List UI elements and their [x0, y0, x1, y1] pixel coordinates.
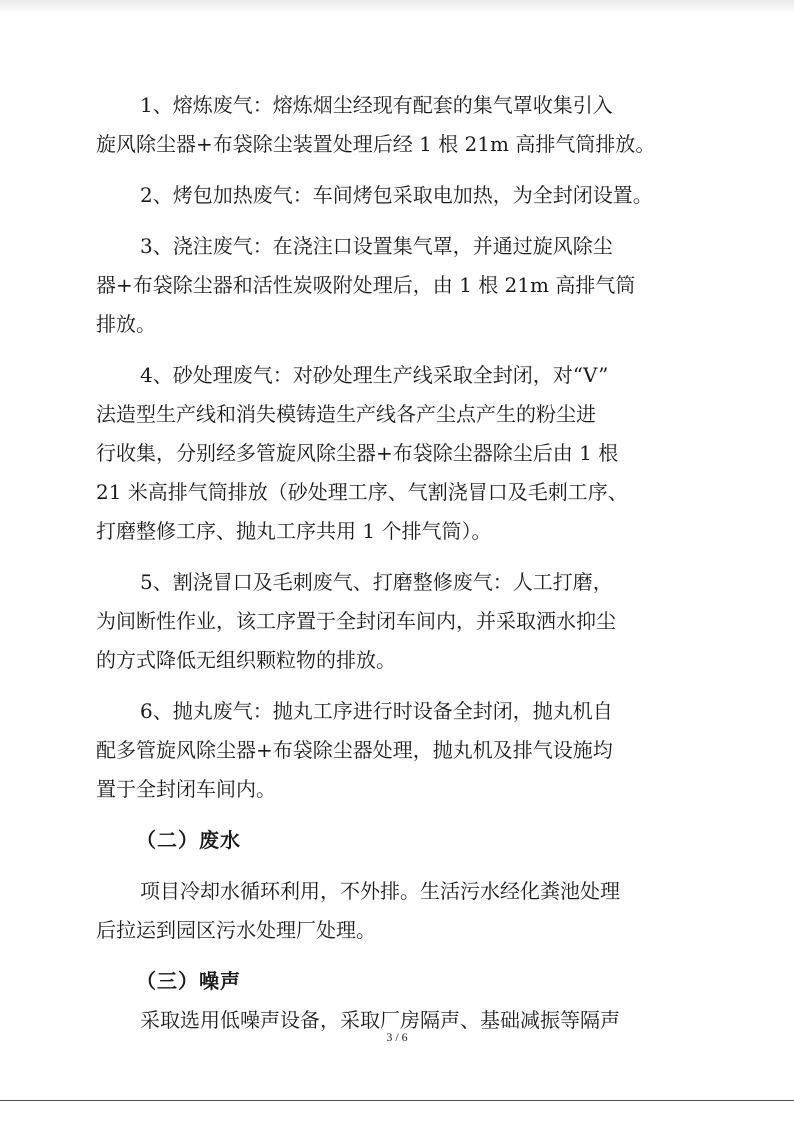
paragraph-ladle-heating-exhaust [96, 176, 658, 215]
document-page [96, 86, 658, 1040]
text-line: 2、烤包加热废气：车间烤包采取电加热，为全封闭设置。 [140, 183, 653, 207]
paragraph-shot-blasting-exhaust [96, 692, 658, 809]
paragraph-smelting-exhaust [96, 86, 658, 164]
text-line: 打磨整修工序、抛丸工序共用 1 个排气筒）。 [96, 519, 492, 543]
text-line: 采取选用低噪声设备，采取厂房隔声、基础减振等隔声 [140, 1008, 620, 1032]
text-line: 排放。 [96, 312, 156, 336]
text-line: 5、割浇冒口及毛刺废气、打磨整修废气：人工打磨， [140, 570, 613, 594]
text-line: 旋风除尘器+布袋除尘装置处理后经 1 根 21m 高排气筒排放。 [96, 132, 656, 156]
section-heading-noise: （三）噪声 [136, 969, 241, 993]
page-number: 3 / 6 [386, 1030, 408, 1044]
paragraph-wastewater [96, 872, 658, 950]
scan-bottom-edge [0, 1100, 794, 1101]
text-line: 4、砂处理废气：对砂处理生产线采取全封闭，对“V” [140, 363, 609, 387]
section-heading-wastewater: （二）废水 [136, 828, 241, 852]
text-line: 1、熔炼废气：熔炼烟尘经现有配套的集气罩收集引入 [140, 93, 613, 117]
text-line: 的方式降低无组织颗粒物的排放。 [96, 648, 396, 672]
text-line: 行收集，分别经多管旋风除尘器+布袋除尘器除尘后由 1 根 [96, 441, 619, 465]
text-line: 配多管旋风除尘器+布袋除尘器处理，抛丸机及排气设施均 [96, 738, 613, 762]
paragraph-sand-treatment-exhaust [96, 356, 658, 551]
text-line: 6、抛丸废气：抛丸工序进行时设备全封闭，抛丸机自 [140, 699, 613, 723]
text-line: 21 米高排气筒排放（砂处理工序、气割浇冒口及毛刺工序、 [96, 480, 628, 504]
text-line: 后拉运到园区污水处理厂处理。 [96, 918, 376, 942]
text-line: 置于全封闭车间内。 [96, 777, 276, 801]
text-line: 3、浇注废气：在浇注口设置集气罩，并通过旋风除尘 [140, 234, 613, 258]
text-line: 器+布袋除尘器和活性炭吸附处理后，由 1 根 21m 高排气筒 [96, 273, 636, 297]
scan-edge-shadow [0, 0, 794, 14]
paragraph-gate-cutting-exhaust [96, 563, 658, 680]
text-line: 法造型生产线和消失模铸造生产线各产尘点产生的粉尘进 [96, 402, 596, 426]
text-line: 项目冷却水循环利用，不外排。生活污水经化粪池处理 [140, 879, 620, 903]
paragraph-pouring-exhaust [96, 227, 658, 344]
text-line: 为间断性作业，该工序置于全封闭车间内，并采取洒水抑尘 [96, 609, 616, 633]
